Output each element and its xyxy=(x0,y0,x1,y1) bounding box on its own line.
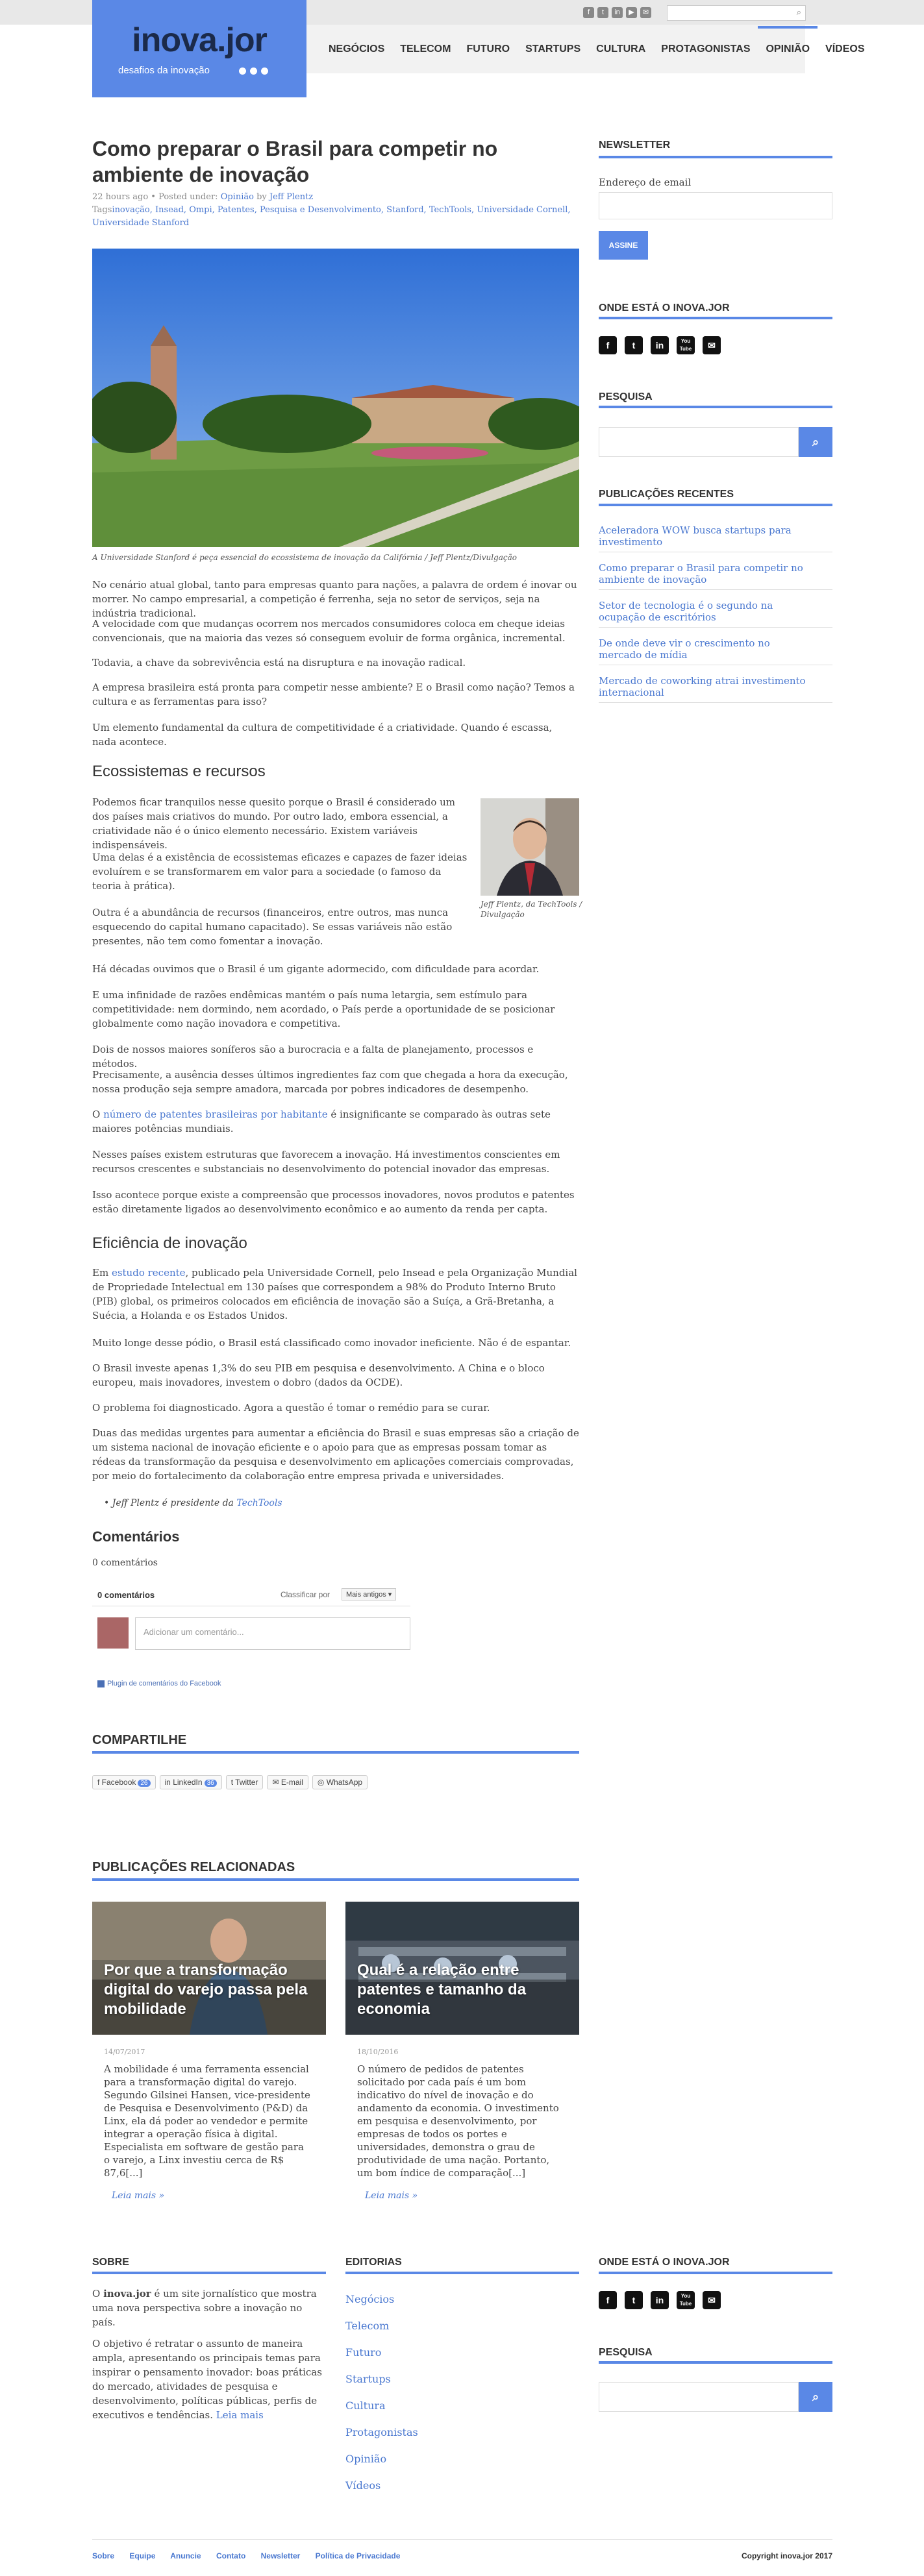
editoria-link[interactable]: Cultura xyxy=(345,2399,386,2412)
logo-name-a: inova xyxy=(132,21,217,59)
tags-label: Tags xyxy=(92,205,112,215)
comment-input[interactable]: Adicionar um comentário... xyxy=(135,1617,410,1650)
nav-startups[interactable]: STARTUPS xyxy=(525,43,581,55)
recent-item[interactable]: De onde deve vir o crescimento no mercado de mídia xyxy=(599,637,770,661)
recent-item[interactable]: Setor de tecnologia é o segundo na ocupação de escritórios xyxy=(599,600,773,623)
facebook-icon[interactable]: f xyxy=(599,336,617,354)
share-heading: COMPARTILHE xyxy=(92,1733,187,1747)
logo-name-b: .jor xyxy=(216,21,267,59)
label: LinkedIn xyxy=(173,1778,203,1787)
recent-item[interactable]: Como preparar o Brasil para competir no ambiente de inovação xyxy=(599,562,803,585)
related-heading: PUBLICAÇÕES RELACIONADAS xyxy=(92,1860,295,1874)
related-image xyxy=(92,1902,326,2035)
recent-item[interactable]: Aceleradora WOW busca startups para investimento xyxy=(599,524,792,548)
nav-negocios[interactable]: NEGÓCIOS xyxy=(329,43,385,55)
copyright: Copyright inova.jor 2017 xyxy=(741,2551,832,2560)
youtube-icon[interactable]: You Tube xyxy=(677,336,695,354)
count: 36 xyxy=(205,1780,217,1787)
meta-by: by xyxy=(253,192,269,202)
nav-videos[interactable]: VÍDEOS xyxy=(825,43,865,55)
email-input[interactable] xyxy=(599,192,832,219)
search-button[interactable] xyxy=(799,427,832,457)
related-title[interactable]: Qual é a relação entre patentes e tamanho da economia xyxy=(357,1961,527,2018)
paragraph: E uma infinidade de razões endêmicas mantém o país numa letargia, sem estímulo para competitividade: nem dormindo, nem acordado, o País perde a oportunidade de se posicionar globalmente como nação inovadora e competitiva. xyxy=(92,989,555,1029)
nav-opiniao[interactable]: OPINIÃO xyxy=(758,25,818,73)
facebook-icon[interactable]: f xyxy=(583,7,594,18)
footer-link-sobre[interactable]: Sobre xyxy=(92,2551,115,2560)
author-photo xyxy=(481,798,579,896)
editorias-heading: EDITORIAS xyxy=(345,2257,402,2268)
read-more-link[interactable]: Leia mais » xyxy=(112,2190,165,2201)
label: Twitter xyxy=(235,1778,258,1787)
editoria-link[interactable]: Telecom xyxy=(345,2320,390,2332)
related-date: 14/07/2017 xyxy=(104,2048,145,2056)
nav-telecom[interactable]: TELECOM xyxy=(400,43,451,55)
sort-select[interactable]: Mais antigos ▾ xyxy=(342,1588,396,1601)
where-heading: ONDE ESTÁ O INOVA.JOR xyxy=(599,302,730,313)
paragraph: O Brasil investe apenas 1,3% do seu PIB em pesquisa e desenvolvimento. A China e o bloco europeu, mais inovadores, investem o dobro (dados da OCDE). xyxy=(92,1362,545,1388)
related-excerpt: O número de pedidos de patentes solicitado por cada país é um bom indicativo do nível de inovação e do andamento da economia. O investimento em pesquisa e desenvolvimento, por empresas de todos os portes e universidades, demonstra o grau de produtividade de uma nação. Portanto, um bom índice de comparação[...] xyxy=(357,2063,559,2179)
label: WhatsApp xyxy=(326,1778,363,1787)
paragraph: Podemos ficar tranquilos nesse quesito porque o Brasil é considerado um dos países mais criativos do mundo. Por outro lado, embora essencial, a criatividade não é o único elemento necessário. Existem variáveis indispensáveis. xyxy=(92,796,456,851)
editoria-link[interactable]: Opinião xyxy=(345,2453,387,2465)
divider xyxy=(599,2272,832,2274)
paragraph: A empresa brasileira está pronta para competir nesse ambiente? E o Brasil como nação? Temos a cultura e as ferramentas para isso? xyxy=(92,681,575,707)
meta-prefix: 22 hours ago • Posted under: xyxy=(92,192,221,202)
divider xyxy=(92,1751,579,1754)
footer-search-button[interactable] xyxy=(799,2382,832,2412)
text: Jeff Plentz é presidente da xyxy=(112,1498,237,1508)
linkedin-icon[interactable]: in xyxy=(612,7,623,18)
footer-link-newsletter[interactable]: Newsletter xyxy=(260,2551,301,2560)
label: E-mail xyxy=(281,1778,303,1787)
count: 26 xyxy=(138,1780,150,1787)
label: Facebook xyxy=(101,1778,136,1787)
divider xyxy=(92,2272,326,2274)
comments-heading: Comentários xyxy=(92,1528,180,1545)
estudo-link[interactable]: estudo recente xyxy=(111,1267,186,1279)
divider xyxy=(599,2361,832,2364)
search-icon: ⌕ xyxy=(812,435,819,448)
text: Em xyxy=(92,1267,112,1279)
heading-ecossistemas: Ecossistemas e recursos xyxy=(92,763,266,780)
footer-search-input[interactable] xyxy=(599,2382,799,2412)
patentes-link[interactable]: número de patentes brasileiras por habitante xyxy=(103,1109,328,1120)
paragraph: Dois de nossos maiores soníferos são a burocracia e a falta de planejamento, processos e métodos. xyxy=(92,1044,534,1070)
footer-links xyxy=(92,2551,832,2560)
footer-social-icons xyxy=(599,2291,721,2309)
divider xyxy=(599,156,832,158)
editoria-link[interactable]: Protagonistas xyxy=(345,2426,418,2438)
site-logo[interactable] xyxy=(92,0,306,97)
related-date: 18/10/2016 xyxy=(357,2048,399,2056)
paragraph xyxy=(92,1266,579,1323)
sobre-text xyxy=(92,2287,326,2329)
paragraph: Muito longe desse pódio, o Brasil está classificado como inovador ineficiente. Não é de espantar. xyxy=(92,1337,571,1349)
footer-divider xyxy=(92,2539,832,2540)
text: O objetivo é retratar o assunto de maneira ampla, apresentando os principais temas para inspirar o pensamento inovador: boas práticas do mercado, atividades de pesquisa e desenvolvimento, políticas públicas, perfis de executivos e tendências. xyxy=(92,2338,322,2421)
youtube-icon[interactable]: You Tube xyxy=(677,2291,695,2309)
facebook-icon[interactable]: f xyxy=(599,2291,617,2309)
logo-dots xyxy=(239,65,272,77)
recent-item[interactable]: Mercado de coworking atrai investimento internacional xyxy=(599,675,806,698)
author-caption: Jeff Plentz, da TechTools / Divulgação xyxy=(481,900,582,919)
paragraph: Outra é a abundância de recursos (financeiros, entre outros, mas nunca esquecendo do capital humano capacitado). Se essas variáveis não estão presentes, não tem como fomentar a inovação. xyxy=(92,907,453,947)
related-card[interactable] xyxy=(345,1902,579,2201)
avatar xyxy=(97,1617,129,1649)
meta-author-link[interactable]: Jeff Plentz xyxy=(269,192,314,202)
sidebar-social-icons xyxy=(599,336,721,354)
footer-where-heading: ONDE ESTÁ O INOVA.JOR xyxy=(599,2257,730,2268)
top-social-icons xyxy=(583,7,651,18)
facebook-icon xyxy=(97,1680,105,1687)
youtube-icon[interactable]: ▶ xyxy=(626,7,637,18)
paragraph: Precisamente, a ausência desses últimos ingredientes faz com que chegada a hora da execução, nossa produção seja sempre amadora, marcada por pobres indicadores de desempenho. xyxy=(92,1069,568,1095)
paragraph: A velocidade com que mudanças ocorrem nos mercados consumidores coloca em cheque ideias convencionais, que na maioria das vezes só conseguem evoluir de forma orgânica, incremental. xyxy=(92,618,566,644)
hero-caption: A Universidade Stanford é peça essencial do ecossistema de inovação da Califórnia / Jeff Plentz/Divulgação xyxy=(92,553,517,562)
share-linkedin-button[interactable]: in LinkedIn 36 xyxy=(160,1775,222,1789)
comments-count: 0 comentários xyxy=(92,1558,158,1568)
mail-icon[interactable]: ✉ xyxy=(640,7,651,18)
recent-heading: PUBLICAÇÕES RECENTES xyxy=(599,489,734,500)
footer-link-equipe[interactable]: Equipe xyxy=(129,2551,156,2560)
mail-icon[interactable]: ✉ xyxy=(703,336,721,354)
search-icon[interactable]: ⌕ xyxy=(796,8,801,18)
fb-plugin-link[interactable] xyxy=(97,1680,221,1687)
search-heading: PESQUISA xyxy=(599,391,653,402)
sidebar-search-input[interactable] xyxy=(599,427,799,457)
paragraph: Uma delas é a existência de ecossistemas eficazes e capazes de fazer ideias evoluírem e se transformarem em valor para a sociedade (o famoso da teoria à prática). xyxy=(92,852,468,892)
email-label: Endereço de email xyxy=(599,177,692,188)
twitter-icon[interactable]: t xyxy=(625,336,643,354)
editoria-link[interactable]: Negócios xyxy=(345,2293,395,2305)
footer-link-privacidade[interactable]: Política de Privacidade xyxy=(315,2551,401,2560)
related-title[interactable]: Por que a transformação digital do varejo passa pela mobilidade xyxy=(104,1961,308,2018)
heading-eficiencia: Eficiência de inovação xyxy=(92,1234,247,1252)
paragraph: O problema foi diagnosticado. Agora a questão é tomar o remédio para se curar. xyxy=(92,1402,490,1414)
fb-comment-count: 0 comentários xyxy=(97,1590,155,1600)
sobre-heading: SOBRE xyxy=(92,2257,129,2268)
divider xyxy=(599,504,832,506)
paragraph: No cenário atual global, tanto para empresas quanto para nações, a palavra de ordem é inovar ou morrer. No campo empresarial, a competição é ferrenha, seja no setor de serviços, seja na indústria tradicional. xyxy=(92,579,577,619)
text: inova.jor xyxy=(103,2288,151,2300)
footer-link-anuncie[interactable]: Anuncie xyxy=(170,2551,201,2560)
text: é um site jornalístico que mostra uma nova perspectiva sobre a inovação no país. xyxy=(92,2288,317,2328)
paragraph: Nesses países existem estruturas que favorecem a inovação. Há investimentos conscientes em recursos crescentes e substanciais no desenvolvimento do potencial inovador das empresas. xyxy=(92,1149,560,1175)
newsletter-heading: NEWSLETTER xyxy=(599,140,671,151)
footer-search-heading: PESQUISA xyxy=(599,2347,653,2358)
main-nav xyxy=(306,25,865,73)
paragraph xyxy=(92,1107,579,1136)
bullet-author: • Jeff Plentz é presidente da TechTools xyxy=(104,1498,282,1508)
editoria-link[interactable]: Startups xyxy=(345,2373,391,2385)
meta-category-link[interactable]: Opinião xyxy=(220,192,254,202)
paragraph: Todavia, a chave da sobrevivência está na disruptura e na inovação radical. xyxy=(92,657,466,669)
sort-label: Classificar por xyxy=(281,1590,331,1599)
share-buttons xyxy=(92,1775,368,1789)
divider xyxy=(599,317,832,319)
share-email-button[interactable]: ✉ E-mail xyxy=(267,1775,308,1789)
hero-image xyxy=(92,249,579,547)
editoria-link[interactable]: Vídeos xyxy=(345,2479,381,2492)
paragraph: Isso acontece porque existe a compreensão que processos inovadores, novos produtos e patentes estão diretamente ligados ao desenvolvimento econômico e ao aumento da renda per capta. xyxy=(92,1189,575,1215)
tags-links[interactable]: inovação, Insead, Ompi, Patentes, Pesquisa e Desenvolvimento, Stanford, TechTools, Universidade Cornell, Universidade Stanford xyxy=(92,205,571,228)
text: , publicado pela Universidade Cornell, pelo Insead e pela Organização Mundial de Propriedade Intelectual em 130 países que correspondem a 98% do Produto Interno Bruto (PIB) global, os primeiros colocados em eficiência de inovação são a Suíça, a Grã-Bretanha, a Suécia, a Holanda e os Estados Unidos. xyxy=(92,1267,577,1321)
logo-tagline: desafios da inovação xyxy=(118,65,210,76)
footer-link-contato[interactable]: Contato xyxy=(216,2551,246,2560)
editoria-link[interactable]: Futuro xyxy=(345,2346,382,2359)
linkedin-icon[interactable]: in xyxy=(651,336,669,354)
twitter-icon[interactable]: t xyxy=(625,2291,643,2309)
paragraph: Um elemento fundamental da cultura de competitividade é a criatividade. Quando é escassa, nada acontece. xyxy=(92,722,553,748)
related-card[interactable] xyxy=(92,1902,326,2201)
twitter-icon[interactable]: t xyxy=(597,7,608,18)
nav-protagonistas[interactable]: PROTAGONISTAS xyxy=(661,43,751,55)
text: é insignificante se comparado às outras sete maiores potências mundiais. xyxy=(92,1109,551,1135)
text: O xyxy=(92,2288,104,2300)
related-excerpt: A mobilidade é uma ferramenta essencial para a transformação digital do varejo. Segundo Gilsinei Hansen, vice-presidente de Pesquisa e Desenvolvimento (P&D) da Linx, ela dá poder ao vendedor e permite integrar a operação física à digital. Especialista em software de gestão para o varejo, a Linx investiu cerca de R$ 87,6[...] xyxy=(104,2063,310,2179)
linkedin-icon[interactable]: in xyxy=(651,2291,669,2309)
techtools-link[interactable]: TechTools xyxy=(236,1498,282,1508)
divider xyxy=(345,2272,579,2274)
share-facebook-button[interactable]: f Facebook 26 xyxy=(92,1775,156,1789)
subscribe-button[interactable]: ASSINE xyxy=(599,231,648,260)
mail-icon[interactable]: ✉ xyxy=(703,2291,721,2309)
nav-futuro[interactable]: FUTURO xyxy=(466,43,510,55)
text: O xyxy=(92,1109,104,1120)
related-image xyxy=(345,1902,579,2035)
divider xyxy=(599,406,832,408)
divider xyxy=(92,1878,579,1881)
read-more-link[interactable]: Leia mais xyxy=(216,2409,264,2421)
paragraph: Há décadas ouvimos que o Brasil é um gigante adormecido, com dificuldade para acordar. xyxy=(92,963,540,975)
sobre-text-2 xyxy=(92,2337,326,2422)
paragraph: Duas das medidas urgentes para aumentar a eficiência do Brasil e suas empresas são a criação de um sistema nacional de inovação eficiente e o apoio para que as empresas possam tomar as rédeas da transformação da pesquisa e desenvolvimento em aplicações comerciais comprovadas, por meio do fortalecimento da colaboração entre empresa privada e universidades. xyxy=(92,1427,579,1482)
article-title: Como preparar o Brasil para competir no ambiente de inovação xyxy=(92,137,498,186)
nav-cultura[interactable]: CULTURA xyxy=(596,43,646,55)
share-whatsapp-button[interactable]: ◎ WhatsApp xyxy=(312,1775,368,1789)
top-search-input[interactable] xyxy=(667,5,806,21)
search-icon: ⌕ xyxy=(812,2390,819,2403)
text: Plugin de comentários do Facebook xyxy=(107,1680,221,1687)
read-more-link[interactable]: Leia mais » xyxy=(365,2190,418,2201)
article-meta xyxy=(92,191,579,230)
share-twitter-button[interactable]: t Twitter xyxy=(226,1775,264,1789)
